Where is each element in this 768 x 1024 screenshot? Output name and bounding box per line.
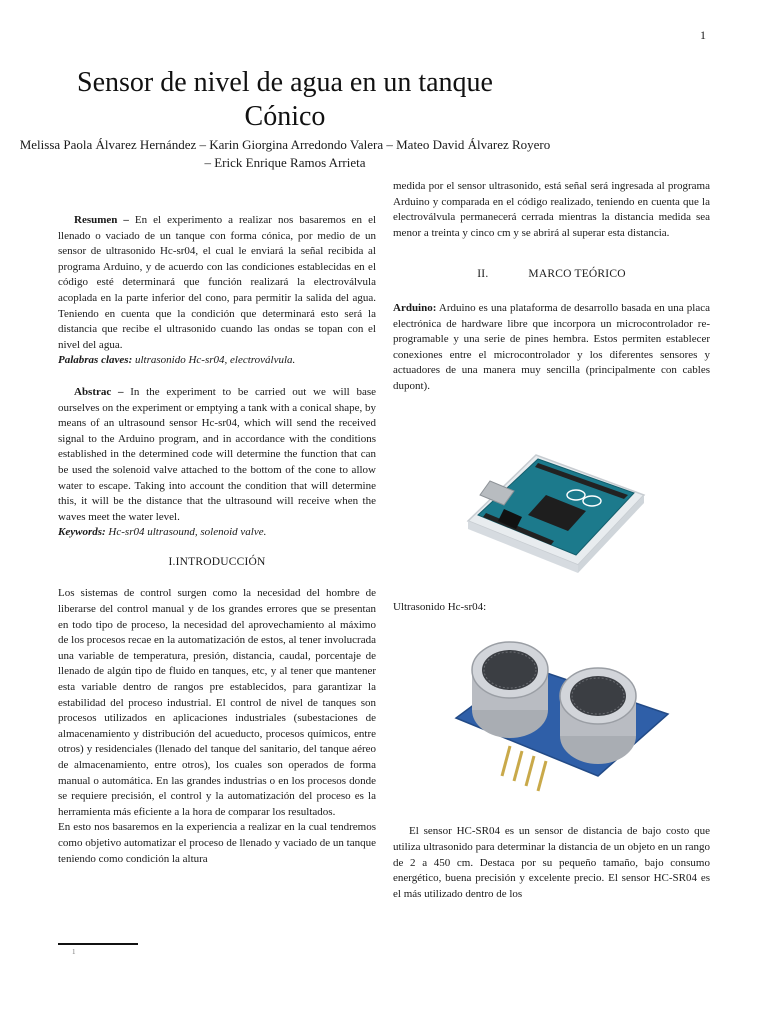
arduino-label: Arduino:: [393, 301, 437, 314]
intro-paragraph-2: En esto nos basaremos en la experiencia a realizar en la cual tendremos como objetivo automatizar el proceso de llenado y vaciado de un tanque teniendo como condición la altura: [58, 821, 376, 865]
sensor-transducer-right: [560, 668, 636, 764]
section-2-number: II.: [477, 268, 489, 281]
intro-paragraph-1: Los sistemas de control surgen como la necesidad del hombre de liberarse del control manual y de los grandes errores que se presentan en todo tipo de proceso, la necesidad del aprovechamiento al máximo de los procesos recae en la automatización de estos, al tener involucrada una variable de temperatura, presión, distancia, caudal, porcentaje de llenado de algún tipo de fluido en tanques, etc, y al tener que mantener esta variable dentro de rangos pre establecidos, para garantizar la estabilidad del proceso industrial. El control de nivel de tanques son procesos utilizados en aplicaciones industriales (subestaciones de almacenamiento y distribución del acueducto, procesos químicos, entre otros) y residenciales (llenado del tanque del sanitario, del tanque aéreo de almacenamiento, entre otros), los cuales son operados de forma manual o automática. En las grandes industrias o en los procesos donde se requiere precisión, el control y la automatización del proceso es la herramienta más eficiente a la hora de comparar los resultados.: [58, 587, 376, 818]
left-column: [58, 213, 376, 867]
palabras-label: Palabras claves:: [58, 354, 133, 367]
abstract-paragraph: [58, 385, 376, 525]
authors: [0, 136, 570, 172]
hc-sr04-paragraph: El sensor HC-SR04 es un sensor de distancia de bajo costo que utiliza ultrasonido para determinar la distancia de un objeto en un rango de 2 a 450 cm. Destaca por su pequeño tamaño, bajo consumo energético, buena precisión y excelente precio. El sensor HC-SR04 es el más utilizado dentro de los: [393, 825, 710, 900]
keywords: [58, 525, 376, 541]
abstract-text: In the experiment to be carried out we will base ourselves on the experiment or emptying a tank with a conical shape, by means of an ultrasound sensor Hc-sr04, which will send the received signal to the Arduino program, and in accordance with the conditions established in the determined code will determine the function that can be used the solenoid valve attached to the bottom of the cone to allow water to escape. Taking into account the condition that will determine this, it will be the distance that the ultrasound will receive when the waves meet the water level.: [58, 385, 376, 523]
right-column: [393, 179, 710, 902]
abstract-label: Abstrac –: [74, 385, 124, 398]
hc-sr04-sensor-image: [448, 626, 678, 811]
palabras-claves: [58, 353, 376, 369]
section-2-heading: [393, 267, 710, 283]
continuation-paragraph: medida por el sensor ultrasonido, está señal será ingresada al programa Arduino y comparada en el código realizado, teniendo en cuenta que la electroválvula permanecerá cerrada mientras la distancia medida sea menor a treinta y cinco cm y se abrirá al superar esta distancia.: [393, 180, 710, 239]
authors-line-2: – Erick Enrique Ramos Arrieta: [204, 155, 366, 170]
sensor-transducer-left: [472, 642, 548, 738]
arduino-text: Arduino es una plataforma de desarrollo basada en una placa electrónica de hardware libre que incorpora un microcontrolador re-programable y una serie de pines hembra. Estos permiten establecer conexiones entre el microcontrolador y los diferentes sensores y actuadores de una manera muy sencilla (principalmente con cables dupont).: [393, 301, 710, 392]
section-1-heading: I.INTRODUCCIÓN: [168, 555, 266, 568]
palabras-text: ultrasonido Hc-sr04, electroválvula.: [132, 354, 296, 367]
title-line-2: Cónico: [244, 101, 326, 132]
title-line-1: Sensor de nivel de agua en un tanque: [77, 67, 493, 98]
resumen-text: En el experimento a realizar nos basaremos en el llenado o vaciado de un tanque con forma cónica, por medio de un sensor de ultrasonido Hc-sr04, el cual le enviará la señal recibida al programa Arduino, y de acuerdo con las condiciones establecidas en el código esté determinará que función realizará la electroválvula acoplada en la parte inferior del cono, para permitir la salida del agua. Teniendo en cuenta que la condición que determinará esto será la distancia que recibe el ultrasonido cuando las ondas se topan con el nivel del agua.: [58, 214, 377, 351]
resumen-label: Resumen –: [74, 214, 129, 226]
footnote-mark: 1: [72, 948, 76, 956]
section-2-title: MARCO TEÓRICO: [528, 268, 626, 281]
arduino-board-image: [458, 403, 648, 573]
page-number: 1: [700, 28, 706, 42]
keywords-label: Keywords:: [58, 526, 106, 539]
arduino-paragraph: [393, 301, 710, 395]
authors-line-1: Melissa Paola Álvarez Hernández – Karin Giorgina Arredondo Valera – Mateo David Álvarez Royero: [19, 137, 551, 152]
resumen-paragraph: [58, 213, 376, 353]
footnote-rule: [58, 943, 138, 945]
keywords-text: Hc-sr04 ultrasound, solenoid valve.: [105, 526, 267, 539]
paper-title: [0, 66, 570, 134]
ultrasonido-caption: Ultrasonido Hc-sr04:: [393, 601, 487, 614]
